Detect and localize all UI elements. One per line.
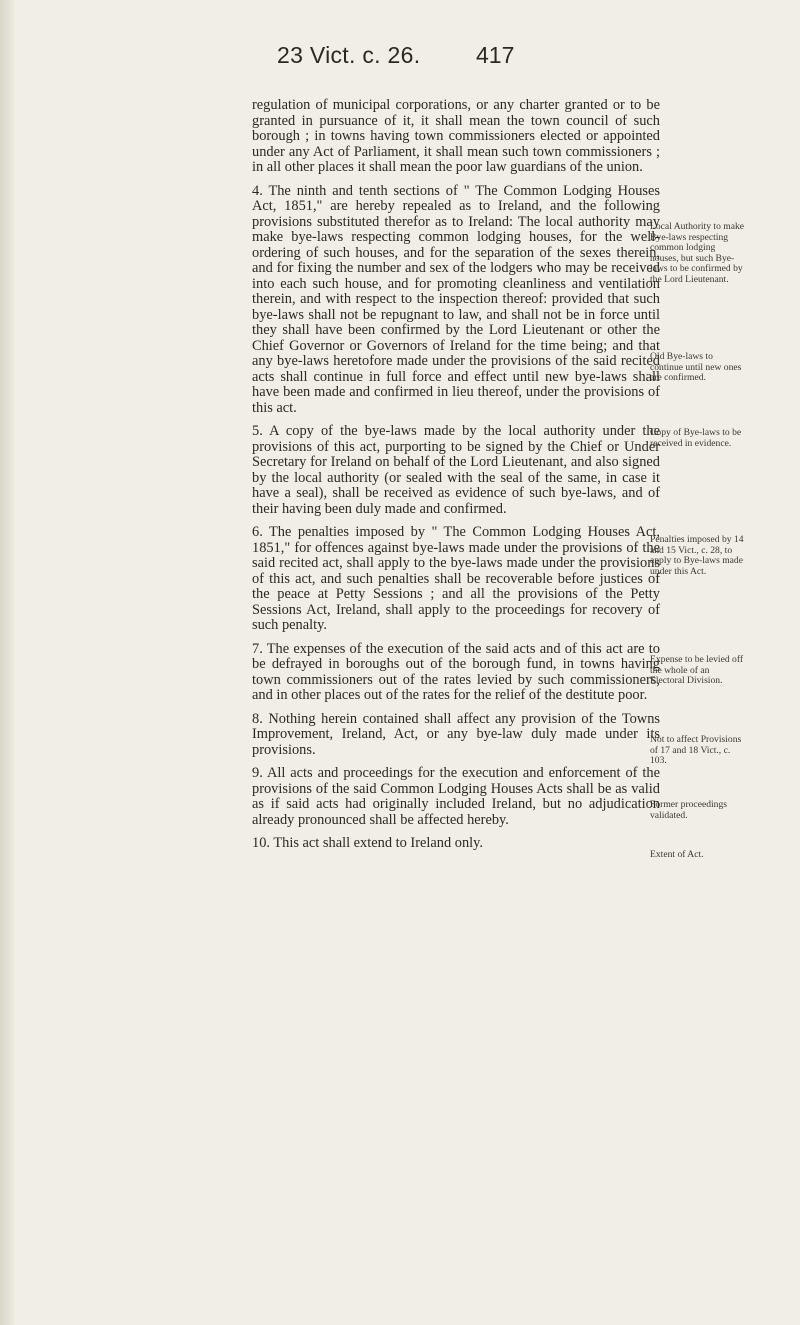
margin-note-local-authority: Local Authority to make Bye-laws respecting common lodging houses, but such Bye-laws to be confirmed by the Lord Lieutenant. bbox=[650, 221, 745, 285]
margin-note-expense: Expense to be levied off the whole of an Electoral Division. bbox=[650, 654, 744, 686]
margin-note-penalties: Penalties imposed by 14 and 15 Vict., c. 28, to apply to Bye-laws made under this Act. bbox=[650, 534, 744, 577]
section-number: 4. bbox=[252, 182, 263, 199]
section-7 bbox=[252, 642, 660, 704]
section-number: 9. bbox=[252, 765, 263, 781]
paragraph-text: This act shall extend to Ireland only. bbox=[273, 835, 484, 851]
margin-note-not-affect: Not to affect Provisions of 17 and 18 Vict., c. 103. bbox=[650, 734, 742, 766]
paragraph-text: The penalties imposed by " The Common Lodging Houses Act, 1851," for offences against bye-laws made under the provisions of the said recited act, shall apply to the bye-laws made under the provisions of this act, and such penalties shall be recoverable before justices of the peace at Petty Sessions ; and all the provisions of the Petty Sessions Act, Ireland, shall apply to the proceedings for recovery of such penalty. bbox=[252, 524, 660, 633]
section-number: 7. bbox=[252, 640, 263, 657]
section-number: 6. bbox=[252, 524, 263, 540]
margin-note-former-proceedings: Former proceedings validated. bbox=[650, 799, 727, 821]
section-5 bbox=[252, 424, 660, 517]
page-binding-edge bbox=[0, 0, 14, 1325]
margin-note-copy-evidence: Copy of Bye-laws to be received in evidence. bbox=[650, 427, 742, 449]
paragraph-text: regulation of municipal corporations, or any charter granted or to be granted in pursuance of it, it shall mean the town council of such borough ; in towns having town commissioners elected or appointed under any Act of Parliament, it shall mean such town commissioners ; in all other places it shall mean the poor law guardians of the union. bbox=[252, 97, 660, 175]
paragraph-text: Nothing herein contained shall affect any provision of the Towns Improvement, Ireland, Act, or any bye-law duly made under its provisions. bbox=[252, 710, 660, 758]
section-number: 5. bbox=[252, 423, 263, 439]
section-6 bbox=[252, 525, 660, 634]
paragraph-text: The ninth and tenth sections of " The Common Lodging Houses Act, 1851," are hereby repealed as to Ireland, and the following provisions substituted therefor as to Ireland: The local authority may make bye-laws respecting common lodging houses, for the well-ordering of such houses, and for the separation of the sexes therein, and for fixing the number and sex of the lodgers who may be received into each such house, and for promoting cleanliness and ventilation therein, and with respect to the inspection thereof: provided that such bye-laws shall not be repugnant to law, and shall not be in force until they shall have been confirmed by the Lord Lieutenant or other the Chief Governor or Governors of Ireland for the time being; and that any bye-laws heretofore made under the provisions of the said recited acts shall continue in full force and effect until new bye-laws shall have been made and confirmed in lieu thereof, under the provisions of this act. bbox=[252, 182, 660, 416]
section-8 bbox=[252, 712, 660, 759]
section-number: 10. bbox=[252, 835, 270, 851]
body-text bbox=[252, 98, 660, 860]
paragraph-text: The expenses of the execution of the said acts and of this act are to be defrayed in boroughs out of the borough fund, in towns having town commissioners out of the rates levied by such commissioners, and in other places out of the rates for the relief of the destitute poor. bbox=[252, 640, 660, 703]
paragraph-continuation bbox=[252, 98, 660, 176]
section-4 bbox=[252, 184, 660, 417]
paragraph-text: A copy of the bye-laws made by the local authority under the provisions of this act, purporting to be signed by the Chief or Under Secretary for Ireland on behalf of the Lord Lieutenant, and also signed by the local authority (or sealed with the seal of the same, in case it have a seal), shall be received as evidence of such bye-laws, and of their having been duly made and confirmed. bbox=[252, 423, 660, 517]
margin-note-extent: Extent of Act. bbox=[650, 849, 704, 860]
section-10 bbox=[252, 836, 660, 852]
paragraph-text: All acts and proceedings for the execution and enforcement of the provisions of the said Common Lodging Houses Acts shall be as valid as if said acts had originally included Ireland, but no adjudication already pronounced shall be affected hereby. bbox=[252, 765, 660, 828]
running-header-title: 23 Vict. c. 26. bbox=[277, 42, 421, 68]
section-number: 8. bbox=[252, 710, 263, 727]
section-9 bbox=[252, 766, 660, 828]
page-number: 417 bbox=[476, 42, 515, 68]
margin-note-old-bye-laws: Old Bye-laws to continue until new ones are confirmed. bbox=[650, 351, 742, 383]
